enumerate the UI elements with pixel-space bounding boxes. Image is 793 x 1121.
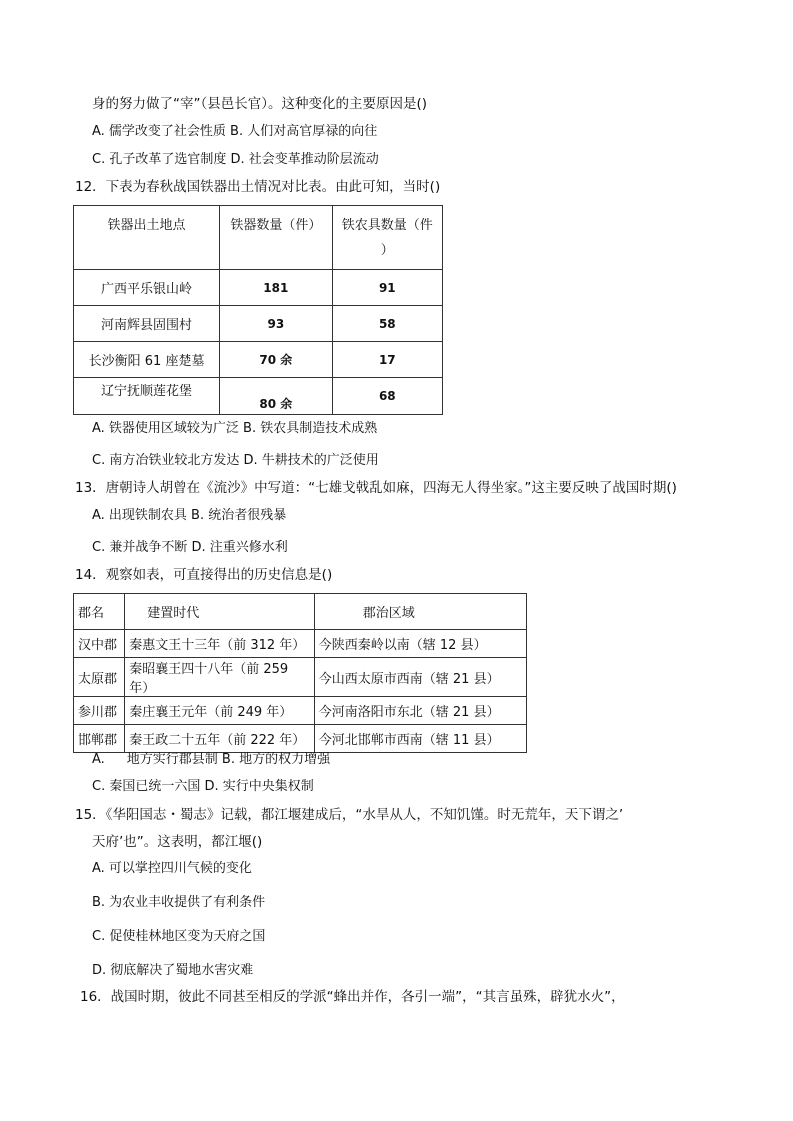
q12-header-iron-count: 铁器数量（件）	[220, 206, 332, 270]
q12-row1-location: 广西平乐银山岭	[74, 270, 220, 306]
q11-option-cd[interactable]: C. 孔子改革了选官制度 D. 社会变革推动阶层流动	[92, 152, 379, 167]
q14-row1-era: 秦惠文王十三年（前 312 年）	[125, 630, 315, 658]
q15-stem-line2: 天府’也”。这表明，都江堰()	[92, 834, 263, 850]
q12-row4-iron: 80 余	[220, 378, 332, 415]
q14-row2-era: 秦昭襄王四十八年（前 259 年）	[125, 658, 315, 697]
q14-row1-name: 汉中郡	[74, 630, 125, 658]
q12-option-ab[interactable]: A. 铁器使用区域较为广泛 B. 铁农具制造技术成熟	[92, 421, 378, 436]
q12-row3-iron: 70 余	[220, 342, 332, 378]
q14-table	[73, 593, 527, 753]
q14-row4-name: 邯郸郡	[74, 725, 125, 753]
q14-option-cd[interactable]: C. 秦国已统一六国 D. 实行中央集权制	[92, 779, 314, 794]
q12-stem: 12．下表为春秋战国铁器出土情况对比表。由此可知，当时()	[75, 179, 441, 195]
q14-option-ab[interactable]	[92, 751, 330, 769]
q14-row4-region: 今河北邯郸市西南（辖 11 县）	[314, 725, 526, 753]
q15-option-c[interactable]: C. 促使桂林地区变为天府之国	[92, 929, 266, 944]
q12-header-tool-count-line2: ）	[380, 243, 394, 258]
q12-row4-tool: 68	[332, 378, 442, 415]
q14-option-a-key: A.	[92, 752, 105, 767]
q12-row3-location: 长沙衡阳 61 座楚墓	[74, 342, 220, 378]
q16-stem: 16．战国时期，彼此不同甚至相反的学派“蜂出并作，各引一端”，“其言虽殊，辟犹水火”，	[80, 989, 625, 1005]
q12-row3-tool: 17	[332, 342, 442, 378]
q15-option-d[interactable]: D. 彻底解决了蜀地水害灾难	[92, 963, 254, 978]
q12-header-tool-count-line1: 铁农具数量（件	[341, 218, 433, 233]
q14-option-ab-text: 地方实行郡县制 B. 地方的权力增强	[126, 752, 331, 767]
q12-option-cd[interactable]: C. 南方冶铁业较北方发达 D. 牛耕技术的广泛使用	[92, 453, 379, 468]
q12-row1-tool: 91	[332, 270, 442, 306]
q14-header-era: 建置时代	[125, 594, 315, 630]
q14-row2-name: 太原郡	[74, 658, 125, 697]
q15-stem-line1: 15．《华阳国志・蜀志》记载，都江堰建成后，“水旱从人，不知饥馑。时无荒年，天下谓之’	[75, 807, 624, 823]
q12-header-location: 铁器出土地点	[74, 206, 220, 270]
q14-row3-region: 今河南洛阳市东北（辖 21 县）	[314, 697, 526, 725]
q14-header-region: 郡治区域	[314, 594, 526, 630]
q12-row1-iron: 181	[220, 270, 332, 306]
q15-option-a[interactable]: A. 可以掌控四川气候的变化	[92, 861, 252, 876]
q12-table	[73, 205, 443, 415]
intro-line: 身的努力做了“宰”（县邑长官）。这种变化的主要原因是()	[92, 96, 428, 112]
q14-row2-region: 今山西太原市西南（辖 21 县）	[314, 658, 526, 697]
q11-option-ab[interactable]: A. 儒学改变了社会性质 B. 人们对高官厚禄的向往	[92, 124, 378, 139]
q14-header-name: 郡名	[74, 594, 125, 630]
q12-row2-location: 河南辉县固围村	[74, 306, 220, 342]
q13-stem: 13．唐朝诗人胡曾在《流沙》中写道：“七雄戈戟乱如麻，四海无人得坐家。”这主要反映了战国时期()	[75, 480, 677, 496]
q14-row1-region: 今陕西秦岭以南（辖 12 县）	[314, 630, 526, 658]
q14-row3-era: 秦庄襄王元年（前 249 年）	[125, 697, 315, 725]
q12-row2-tool: 58	[332, 306, 442, 342]
q12-header-tool-count	[332, 206, 442, 270]
q13-option-ab[interactable]: A. 出现铁制农具 B. 统治者很残暴	[92, 508, 287, 523]
q12-row4-location: 辽宁抚顺莲花堡	[74, 378, 220, 415]
q13-option-cd[interactable]: C. 兼并战争不断 D. 注重兴修水利	[92, 540, 288, 555]
q14-stem: 14．观察如表，可直接得出的历史信息是()	[75, 567, 333, 583]
q14-row4-era: 秦王政二十五年（前 222 年）	[125, 725, 315, 753]
q12-row2-iron: 93	[220, 306, 332, 342]
q14-row3-name: 参川郡	[74, 697, 125, 725]
q15-option-b[interactable]: B. 为农业丰收提供了有利条件	[92, 895, 266, 910]
